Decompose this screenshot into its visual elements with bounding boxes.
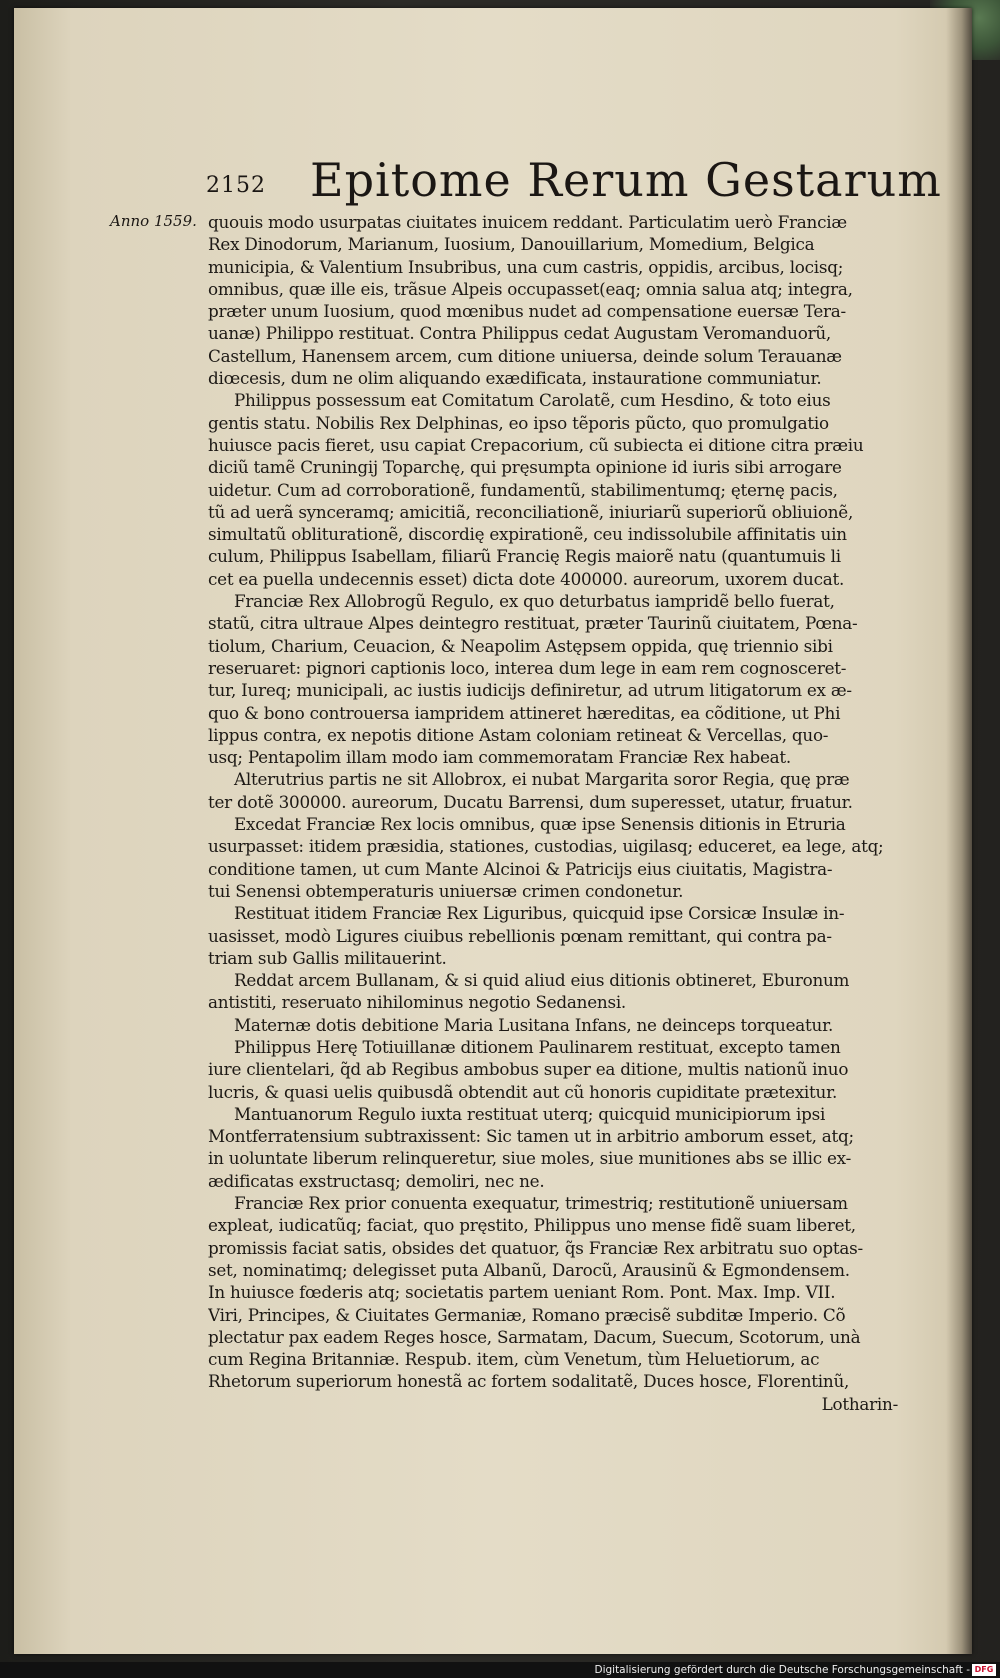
text-line: Philippus Herę Totiuillanæ ditionem Paulinarem restituat, excepto tamen <box>234 1036 841 1057</box>
text-line: In huiusce fœderis atq; societatis partem ueniant Rom. Pont. Max. Imp. VII. <box>208 1282 836 1303</box>
page-gutter-shadow <box>946 8 972 1654</box>
text-line: tiolum, Charium, Ceuacion, & Neapolim Astępsem oppida, quę triennio sibi <box>208 635 833 656</box>
text-line: Mantuanorum Regulo iuxta restituat uterq; quicquid municipiorum ipsi <box>234 1103 826 1124</box>
text-line: præter unum Iuosium, quod mœnibus nudet ad compensatione euersæ Tera- <box>208 301 846 322</box>
text-line: diciũ tamẽ Cruningij Toparchę, qui pręsumpta opinione id iuris sibi arrogare <box>208 457 842 478</box>
text-line: uasisset, modò Ligures ciuibus rebellionis pœnam remittant, qui contra pa- <box>208 925 832 946</box>
dfg-logo: DFG <box>972 1664 996 1676</box>
text-line: cet ea puella undecennis esset) dicta dote 400000. aureorum, uxorem ducat. <box>208 568 845 589</box>
text-line: ter dotẽ 300000. aureorum, Ducatu Barrensi, dum superesset, utatur, fruatur. <box>208 791 853 812</box>
text-line: uidetur. Cum ad corroborationẽ, fundamentũ, stabilimentumq; ęternę pacis, <box>208 479 838 500</box>
text-line: Reddat arcem Bullanam, & si quid aliud eius ditionis obtineret, Eburonum <box>234 970 850 991</box>
text-line: statũ, citra ultraue Alpes deintegro restituat, præter Taurinũ ciuitatem, Pœna- <box>208 613 858 634</box>
running-title: Epitome Rerum Gestarum <box>310 153 942 207</box>
text-line: usurpasset: itidem præsidia, stationes, custodias, uigilasq; educeret, ea lege, atq; <box>208 836 884 857</box>
text-line: diœcesis, dum ne olim aliquando exædificata, instauratione communiatur. <box>208 368 822 389</box>
text-line: quouis modo usurpatas ciuitates inuicem reddant. Particulatim uerò Franciæ <box>208 212 847 232</box>
text-line: Castellum, Hanensem arcem, cum ditione uniuersa, deinde solum Terauanæ <box>208 345 842 366</box>
page-number: 2152 <box>206 173 266 198</box>
text-line: simultatũ obliturationẽ, discordię expirationẽ, ceu indissolubile affinitatis uin <box>208 524 847 545</box>
footer-credit: Digitalisierung gefördert durch die Deutsche Forschungsgemeinschaft - <box>594 1664 970 1676</box>
text-line: Montferratensium subtraxissent: Sic tamen ut in arbitrio amborum esset, atq; <box>208 1126 854 1147</box>
text-line: reseruaret: pignori captionis loco, interea dum lege in eam rem cognosceret- <box>208 657 847 678</box>
text-line: ædificatas exstructasq; demoliri, nec ne. <box>208 1170 545 1191</box>
text-line: antistiti, reseruato nihilominus negotio Sedanensi. <box>208 992 627 1013</box>
text-line: tui Senensi obtemperaturis uniuersæ crimen condonetur. <box>208 880 684 901</box>
text-line: set, nominatimq; delegisset puta Albanũ, Darocũ, Arausinũ & Egmondensem. <box>208 1259 850 1280</box>
text-line: promissis faciat satis, obsides det quatuor, q̃s Franciæ Rex arbitratu suo optas- <box>208 1237 863 1258</box>
text-line: cum Regina Britanniæ. Respub. item, cùm Venetum, tùm Heluetiorum, ac <box>208 1349 820 1370</box>
text-line: Franciæ Rex prior conuenta exequatur, trimestriq; restitutionẽ uniuersam <box>234 1193 848 1214</box>
text-line: lucris, & quasi uelis quibusdã obtendit aut cũ honoris cupiditate prætexitur. <box>208 1081 838 1102</box>
text-line: Rhetorum superiorum honestã ac fortem sodalitatẽ, Duces hosce, Florentinũ, <box>208 1371 850 1392</box>
text-line: uanæ) Philippo restituat. Contra Philippus cedat Augustam Veromanduorũ, <box>208 323 832 344</box>
text-line: Philippus possessum eat Comitatum Carolatẽ, cum Hesdino, & toto eius <box>234 390 831 411</box>
text-line: lippus contra, ex nepotis ditione Astam coloniam retineat & Vercellas, quo- <box>208 724 829 745</box>
text-line: expleat, iudicatũq; faciat, quo pręstito, Philippus uno mense fidẽ suam liberet, <box>208 1215 856 1236</box>
text-line: Franciæ Rex Allobrogũ Regulo, ex quo deturbatus iampridẽ bello fuerat, <box>234 591 835 612</box>
text-line: huiusce pacis fieret, usu capiat Crepacorium, cũ subiecta ei ditione citra præiu <box>208 434 864 455</box>
text-line: culum, Philippus Isabellam, filiarũ Francię Regis maiorẽ natu (quantumuis li <box>208 546 841 567</box>
text-line: quo & bono controuersa iampridem attineret hæreditas, ea cõditione, ut Phi <box>208 702 841 723</box>
page-header <box>206 153 942 209</box>
text-line: iure clientelari, q̃d ab Regibus ambobus super ea ditione, multis nationũ inuo <box>208 1059 849 1080</box>
text-line: municipia, & Valentium Insubribus, una cum castris, oppidis, arcibus, locisq; <box>208 256 844 277</box>
text-line: conditione tamen, ut cum Mante Alcinoi & Patricijs eius ciuitatis, Magistra- <box>208 858 833 879</box>
catchword: Lotharin- <box>821 1393 898 1414</box>
text-line: Rex Dinodorum, Marianum, Iuosium, Danouillarium, Momedium, Belgica <box>208 234 815 255</box>
text-line: triam sub Gallis militauerint. <box>208 947 447 968</box>
text-line: omnibus, quæ ille eis, trãsue Alpeis occupasset(eaq; omnia salua atq; integra, <box>208 278 853 299</box>
text-line: gentis statu. Nobilis Rex Delphinas, eo ipso tẽporis pũcto, quo promulgatio <box>208 412 829 433</box>
text-line: Viri, Principes, & Ciuitates Germaniæ, Romano præcisẽ subditæ Imperio. Cõ <box>208 1304 846 1325</box>
text-line: plectatur pax eadem Reges hosce, Sarmatam, Dacum, Suecum, Scotorum, unà <box>208 1326 861 1347</box>
text-line: Restituat itidem Franciæ Rex Liguribus, quicquid ipse Corsicæ Insulæ in- <box>234 903 845 924</box>
text-line: in uoluntate liberum relinqueretur, siue moles, siue munitiones abs se illic ex- <box>208 1148 852 1169</box>
margin-note-year: Anno 1559. <box>110 212 197 230</box>
text-line: Alterutrius partis ne sit Allobrox, ei nubat Margarita soror Regia, quę præ <box>234 769 850 790</box>
text-line: tur, Iureq; municipali, ac iustis iudicijs definiretur, ad utrum litigatorum ex æ- <box>208 680 852 701</box>
text-line: Excedat Franciæ Rex locis omnibus, quæ ipse Senensis ditionis in Etruria <box>234 814 846 835</box>
text-line: Maternæ dotis debitione Maria Lusitana Infans, ne deinceps torqueatur. <box>234 1014 834 1035</box>
body-text <box>208 211 898 1415</box>
text-line: tũ ad uerã synceramq; amicitiã, reconciliationẽ, iniuriarũ superiorũ obliuionẽ, <box>208 501 854 522</box>
text-line: usq; Pentapolim illam modo iam commemoratam Franciæ Rex habeat. <box>208 747 791 768</box>
